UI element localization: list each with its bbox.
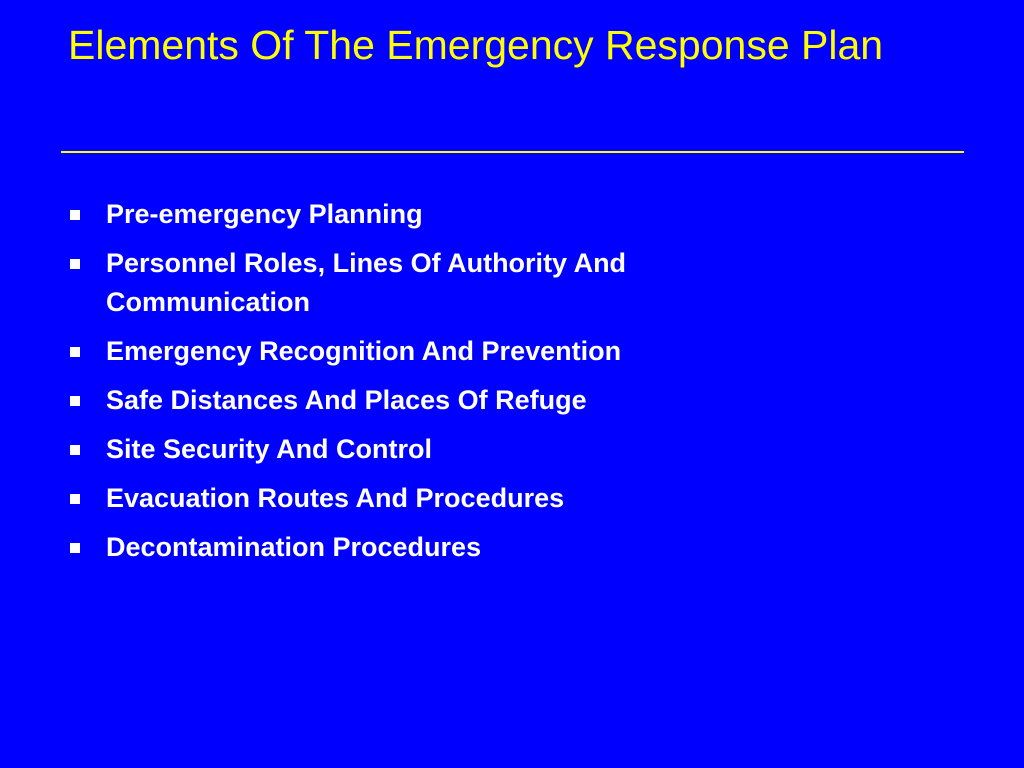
bullet-item-safe-distances xyxy=(70,381,830,420)
bullet-text: Personnel Roles, Lines Of Authority And Communication xyxy=(106,248,627,317)
bullet-item-site-security xyxy=(70,430,830,469)
square-bullet-icon xyxy=(70,494,80,504)
bullet-item-pre-emergency-planning xyxy=(70,195,830,234)
title-underline xyxy=(61,151,964,153)
bullet-item-evacuation-routes xyxy=(70,479,830,518)
bullet-text: Pre-emergency Planning xyxy=(106,199,423,229)
bullet-text: Site Security And Control xyxy=(106,434,433,464)
bullet-text: Safe Distances And Places Of Refuge xyxy=(106,385,587,415)
bullet-list xyxy=(70,195,830,577)
bullet-item-emergency-recognition xyxy=(70,332,830,371)
square-bullet-icon xyxy=(70,259,80,269)
square-bullet-icon xyxy=(70,445,80,455)
square-bullet-icon xyxy=(70,543,80,553)
slide-title: Elements Of The Emergency Response Plan xyxy=(68,22,884,68)
square-bullet-icon xyxy=(70,347,80,357)
bullet-text: Evacuation Routes And Procedures xyxy=(106,483,565,513)
bullet-text: Emergency Recognition And Prevention xyxy=(106,336,622,366)
square-bullet-icon xyxy=(70,210,80,220)
bullet-item-decontamination xyxy=(70,528,830,567)
square-bullet-icon xyxy=(70,396,80,406)
bullet-item-personnel-roles xyxy=(70,244,830,322)
bullet-text: Decontamination Procedures xyxy=(106,532,482,562)
